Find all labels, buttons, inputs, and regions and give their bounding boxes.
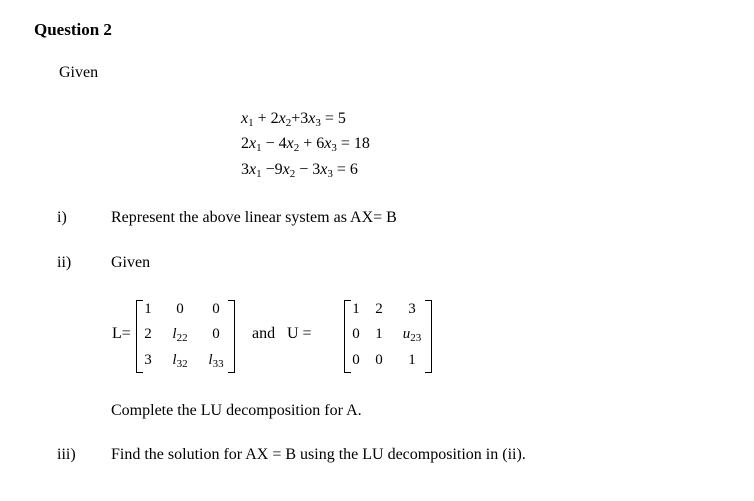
given-label: Given: [59, 64, 99, 81]
matrix-u-cell: 1: [352, 301, 360, 317]
part-i-number: i): [57, 209, 67, 226]
matrix-l-cell: $l_{22}$: [172, 326, 188, 344]
question-title: Question 2: [34, 20, 112, 39]
matrix-l-cell: 0: [212, 301, 220, 317]
part-ii-text: Given: [111, 254, 151, 271]
matrix-u-cell: 2: [375, 301, 383, 317]
matrix-l-cell: 1: [144, 301, 152, 317]
equation-1: $x_1 + 2x_2+3x_3 = 5$: [241, 110, 346, 129]
matrix-u-cell: 0: [375, 352, 383, 368]
part-ii-number: ii): [57, 254, 72, 271]
matrix-u-cell: 0: [352, 326, 360, 342]
equation-3: $3x_1 -9x_2 - 3x_3 = 6$: [241, 161, 358, 180]
part-iii-number: iii): [57, 446, 76, 463]
matrix-l-cell: 3: [144, 352, 152, 368]
matrix-u-cell: 1: [375, 326, 383, 342]
and-label: and: [252, 325, 276, 342]
matrix-u-label: U =: [287, 325, 312, 342]
part-iii-text: Find the solution for AX = B using the LU decomposition in (ii).: [111, 446, 526, 463]
matrix-l-cell: $l_{32}$: [172, 352, 188, 370]
equation-2: $2x_1 - 4x_2 + 6x_3 = 18$: [241, 135, 370, 154]
matrix-l-label: L=: [112, 325, 131, 342]
matrix-u-cell: 3: [408, 301, 416, 317]
matrix-l-cell: 0: [176, 301, 184, 317]
matrix-u-cell: 0: [352, 352, 360, 368]
matrix-l-cell: 0: [212, 326, 220, 342]
complete-instruction: Complete the LU decomposition for A.: [111, 402, 362, 419]
matrix-u-cell: $u_{23}$: [402, 326, 422, 344]
part-i-text: Represent the above linear system as AX= B: [111, 209, 397, 226]
matrix-l-cell: 2: [144, 326, 152, 342]
matrix-l-cell: $l_{33}$: [208, 352, 224, 370]
matrix-u-cell: 1: [408, 352, 416, 368]
